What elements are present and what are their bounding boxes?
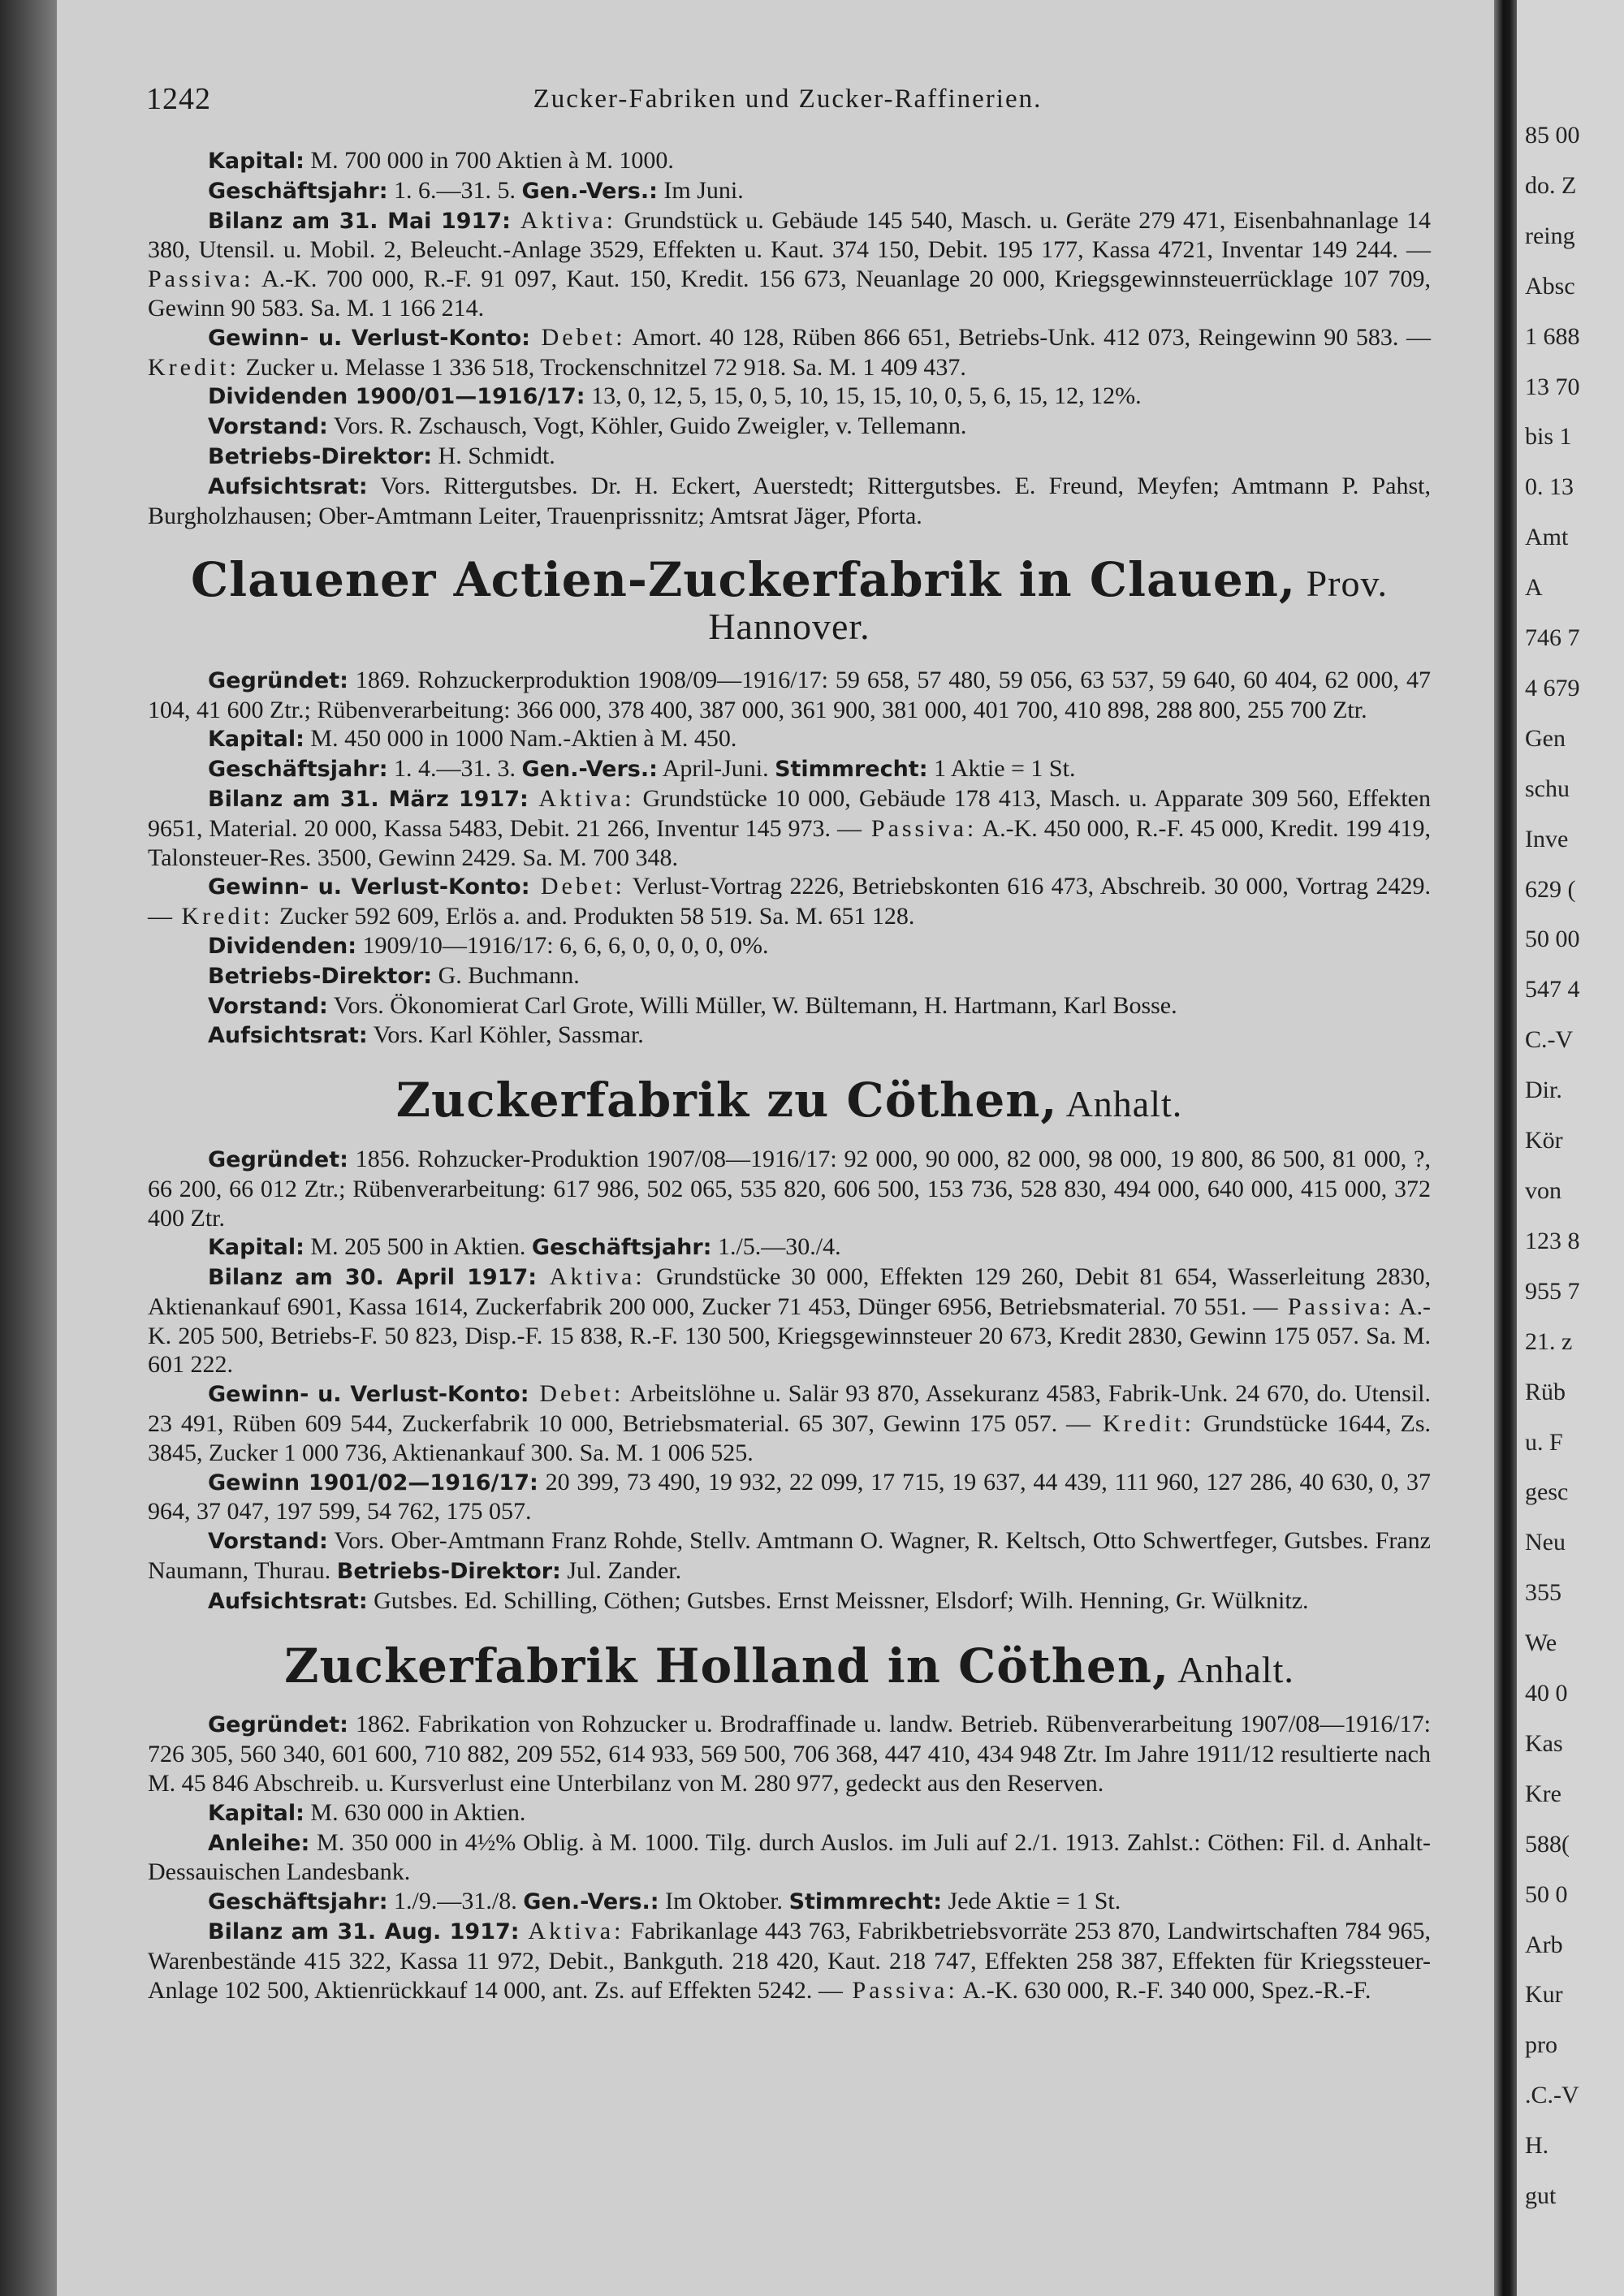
- adjacent-page-fragment: Gen: [1525, 724, 1566, 752]
- field-text: Zucker u. Melasse 1 336 518, Trockenschnitzel 72 918. Sa. M. 1 409 437.: [239, 353, 966, 381]
- spaced-label: Aktiva:: [528, 784, 635, 812]
- adjacent-page-fragment: Neu: [1525, 1529, 1566, 1556]
- field-label: Bilanz am 31. Aug. 1917:: [208, 1919, 520, 1945]
- field-label: Kapital:: [208, 1235, 304, 1261]
- adjacent-page-fragment: 13 70: [1525, 373, 1580, 400]
- company-name: Zuckerfabrik zu Cöthen,: [395, 1072, 1058, 1129]
- company-heading: [148, 552, 1431, 648]
- field-label: Aufsichtsrat:: [208, 1023, 368, 1049]
- adjacent-page-fragment: 0. 13: [1525, 473, 1574, 501]
- spaced-label: Debet:: [529, 1380, 624, 1408]
- page-number: 1242: [146, 82, 211, 116]
- entry-paragraph: [148, 1379, 1431, 1467]
- field-text: Verlust-Vortrag 2226, Betriebskonten 616 473, Abschreib. 30 000, Vortrag 2429. —: [148, 873, 1432, 930]
- entry-paragraph: [148, 442, 1431, 472]
- field-label: Kapital:: [208, 1800, 304, 1826]
- field-label: Gen.-Vers.:: [521, 757, 658, 783]
- entry-paragraph: [148, 1710, 1431, 1798]
- entry-paragraph: [148, 1145, 1431, 1232]
- entry-paragraph: [148, 412, 1431, 442]
- adjacent-page-fragment: 50 0: [1525, 1880, 1568, 1908]
- field-text: 1856. Rohzucker-Produktion 1907/08—1916/17: 92 000, 90 000, 82 000, 98 000, 19 800, 86 500, 81 000, ?, 66 200, 66 012 Ztr.; Rübenverarbeitung: 617 986, 502 065, 535 820, 606 500, 153 736, 528 830, 494 000, 640 000, 415 000, 372 400 Ztr.: [148, 1145, 1431, 1232]
- adjacent-page-fragment: 629 (: [1525, 875, 1576, 903]
- field-text: Grundstücke 30 000, Effekten 129 260, Debit 81 654, Wasserleitung 2830, Aktienankauf 6901, Kassa 1614, Zuckerfabrik 200 000, Zucker 71 453, Dünger 6956, Betriebsmaterial. 70 551. —: [148, 1263, 1431, 1320]
- entry-paragraph: [148, 1468, 1431, 1527]
- field-text: H. Schmidt.: [432, 442, 555, 469]
- entry-paragraph: [148, 872, 1431, 931]
- adjacent-page-fragment: pro: [1525, 2031, 1557, 2059]
- field-text: Arbeitslöhne u. Salär 93 870, Assekuranz 4583, Fabrik-Unk. 24 670, do. Utensil. 23 491, Rüben 609 544, Zuckerfabrik 10 000, Betriebsmaterial. 65 307, Gewinn 175 057. —: [148, 1380, 1432, 1438]
- spaced-label: Passiva:: [861, 814, 978, 842]
- field-label: Gen.-Vers.:: [523, 1889, 659, 1915]
- field-label: Dividenden 1900/01—1916/17:: [208, 384, 585, 410]
- adjacent-page-fragment: Absc: [1525, 272, 1575, 300]
- adjacent-page-fragment: 746 7: [1525, 624, 1580, 652]
- entry-paragraph: [148, 1798, 1431, 1828]
- field-label: Bilanz am 31. März 1917:: [208, 786, 529, 812]
- adjacent-page-fragment: A: [1525, 574, 1543, 602]
- company-entry-holland: [148, 1638, 1431, 2005]
- company-entry-clauen: [148, 552, 1432, 1051]
- entry-paragraph: [148, 991, 1431, 1021]
- field-text: April-Juni.: [657, 755, 775, 783]
- adjacent-page-fragment: Rüb: [1525, 1378, 1566, 1405]
- adjacent-page-fragment: gesc: [1525, 1478, 1569, 1506]
- entry-paragraph: [148, 1262, 1431, 1379]
- adjacent-page-fragment: 1 688: [1525, 322, 1580, 350]
- spaced-label: Passiva:: [148, 265, 254, 293]
- adjacent-page-fragment: 955 7: [1525, 1277, 1580, 1305]
- company-name: Zuckerfabrik Holland in Cöthen,: [284, 1638, 1170, 1694]
- field-text: Fabrikanlage 443 763, Fabrikbetriebsvorräte 253 870, Landwirtschaften 784 965, Warenbestände 415 322, Kassa 11 972, Debit., Bankguth. 218 420, Kaut. 218 747, Effekten 258 387, Effekten für Kriegssteuer-Anlage 102 500, Aktienrückkauf 14 000, ant. Zs. auf Effekten 5242. —: [148, 1918, 1431, 2004]
- field-text: 1./9.—31./8.: [387, 1888, 524, 1915]
- adjacent-page-fragment: Arb: [1525, 1931, 1563, 1958]
- field-label: Bilanz am 30. April 1917:: [208, 1265, 538, 1291]
- company-heading: [148, 1638, 1431, 1694]
- field-text: 1862. Fabrikation von Rohzucker u. Brodraffinade u. landw. Betrieb. Rübenverarbeitung 1907/08—1916/17: 726 305, 560 340, 601 600, 710 882, 209 552, 614 933, 569 500, 706 368, 447 410, 434 948 Ztr. Im Jahre 1911/12 resultierte nach M. 45 846 Abschreib. u. Kursverlust eine Unterbilanz von M. 280 977, gedeckt aus den Reserven.: [148, 1711, 1431, 1798]
- field-text: A.-K. 205 500, Betriebs-F. 50 823, Disp.-F. 15 838, R.-F. 130 500, Kriegsgewinnsteuer 20 673, Kredit 2830, Gewinn 175 057. Sa. M. 601 222.: [148, 1293, 1431, 1379]
- field-label: Gegründet:: [208, 1712, 348, 1738]
- spaced-label: Debet:: [529, 873, 625, 900]
- entry-paragraph: [148, 1526, 1431, 1586]
- field-text: M. 205 500 in Aktien.: [304, 1233, 532, 1261]
- field-text: M. 630 000 in Aktien.: [304, 1798, 526, 1826]
- entry-paragraph: [148, 382, 1431, 412]
- field-text: Grundstück u. Gebäude 145 540, Masch. u. Geräte 279 471, Eisenbahnanlage 14 380, Utensil. u. Mobil. 2, Beleucht.-Anlage 3529, Effekten u. Kaut. 374 150, Debit. 195 177, Kassa 4721, Inventar 149 244. —: [148, 206, 1431, 264]
- field-text: A.-K. 450 000, R.-F. 45 000, Kredit. 199 419, Talonsteuer-Res. 3500, Gewinn 2429. Sa. M. 700 348.: [148, 814, 1431, 871]
- adjacent-page-fragment: 123 8: [1525, 1227, 1580, 1254]
- field-text: M. 450 000 in 1000 Nam.-Aktien à M. 450.: [304, 725, 737, 753]
- field-text: G. Buchmann.: [432, 961, 580, 989]
- adjacent-page-fragment: Kas: [1525, 1729, 1563, 1757]
- adjacent-page-fragment: 85 00: [1525, 122, 1580, 149]
- adjacent-page-fragment: 547 4: [1525, 976, 1580, 1003]
- field-text: Amort. 40 128, Rüben 866 651, Betriebs-Unk. 412 073, Reingewinn 90 583. —: [625, 323, 1431, 351]
- adjacent-page-fragment: C.-V: [1525, 1026, 1574, 1054]
- field-text: 1. 6.—31. 5.: [387, 176, 522, 204]
- entry-paragraph: [148, 1917, 1431, 2005]
- field-label: Vorstand:: [208, 993, 328, 1019]
- field-label: Aufsichtsrat:: [208, 473, 368, 499]
- field-text: A.-K. 700 000, R.-F. 91 097, Kaut. 150, Kredit. 156 673, Neuanlage 20 000, Kriegsgewinnsteuerrücklage 107 709, Gewinn 90 583. Sa. M. 1 166 214.: [148, 265, 1431, 322]
- company-location: Anhalt.: [1169, 1648, 1294, 1690]
- field-text: 1869. Rohzuckerproduktion 1908/09—1916/17: 59 658, 57 480, 59 056, 63 537, 59 640, 60 404, 62 000, 47 104, 41 600 Ztr.; Rübenverarbeitung: 366 000, 378 400, 387 000, 361 900, 381 000, 401 700, 410 898, 288 800, 255 700 Ztr.: [148, 666, 1431, 723]
- entry-paragraph: [148, 931, 1431, 961]
- field-text: 1 Aktie = 1 St.: [927, 755, 1076, 783]
- spaced-label: Aktiva:: [510, 206, 616, 234]
- field-label: Stimmrecht:: [775, 757, 928, 783]
- adjacent-page-fragment: H.: [1525, 2132, 1549, 2160]
- spaced-label: Kredit:: [148, 353, 240, 381]
- field-text: M. 350 000 in 4½% Oblig. à M. 1000. Tilg. durch Auslos. im Juli auf 2./1. 1913. Zahlst.: Cöthen: Fil. d. Anhalt-Dessauischen Landesbank.: [148, 1828, 1431, 1886]
- adjacent-page-fragment: Kur: [1525, 1981, 1563, 2009]
- field-text: Im Juni.: [657, 176, 744, 204]
- field-label: Geschäftsjahr:: [208, 1889, 388, 1915]
- adjacent-page-fragment: Kre: [1525, 1780, 1561, 1807]
- company-name: Clauener Actien-Zuckerfabrik in Clauen,: [191, 552, 1297, 608]
- field-text: Zucker 592 609, Erlös a. and. Produkten 58 519. Sa. M. 651 128.: [273, 903, 915, 930]
- book-gutter: [1494, 0, 1517, 2296]
- field-label: Vorstand:: [208, 414, 328, 440]
- field-text: Im Oktober.: [659, 1888, 789, 1915]
- field-text: A.-K. 630 000, R.-F. 340 000, Spez.-R.-F.: [957, 1976, 1371, 2004]
- adjacent-page-fragment: gut: [1525, 2182, 1557, 2210]
- spaced-label: Aktiva:: [537, 1263, 646, 1291]
- field-label: Betriebs-Direktor:: [208, 963, 433, 989]
- entry-paragraph: [148, 176, 1431, 206]
- field-label: Gewinn- u. Verlust-Konto:: [208, 874, 530, 900]
- company-entry-coethen: [148, 1072, 1432, 1616]
- field-label: Gewinn- u. Verlust-Konto:: [208, 1382, 529, 1408]
- adjacent-page-fragment: Kör: [1525, 1127, 1563, 1154]
- field-text: Vors. Rittergutsbes. Dr. H. Eckert, Auerstedt; Rittergutsbes. E. Freund, Meyfen; Amtmann P. Pahst, Burgholzhausen; Ober-Amtmann Leiter, Trauenprissnitz; Amtsrat Jäger, Pforta.: [148, 472, 1431, 529]
- entry-paragraph: [148, 323, 1431, 382]
- field-label: Gewinn- u. Verlust-Konto:: [208, 325, 530, 351]
- company-entry-previous: [148, 146, 1431, 530]
- entry-paragraph: [148, 1828, 1431, 1888]
- adjacent-page-fragment: schu: [1525, 775, 1570, 802]
- field-label: Gegründet:: [208, 1146, 348, 1172]
- spaced-label: Kredit:: [172, 903, 274, 930]
- field-text: Jul. Zander.: [560, 1557, 682, 1585]
- entry-paragraph: [148, 1232, 1431, 1262]
- entry-paragraph: [148, 206, 1431, 323]
- adjacent-page-fragment: u. F: [1525, 1428, 1563, 1456]
- adjacent-page-fragment: 21. z: [1525, 1327, 1573, 1355]
- adjacent-page-fragment: do. Z: [1525, 171, 1577, 199]
- field-label: Gegründet:: [208, 667, 348, 693]
- field-label: Stimmrecht:: [788, 1889, 942, 1915]
- field-label: Gewinn 1901/02—1916/17:: [208, 1470, 538, 1495]
- adjacent-page-fragment: 4 679: [1525, 674, 1580, 701]
- field-label: Geschäftsjahr:: [531, 1235, 712, 1261]
- field-label: Dividenden:: [208, 933, 357, 959]
- entry-paragraph: [148, 961, 1431, 991]
- spaced-label: Passiva:: [842, 1976, 958, 2004]
- field-text: Jede Aktie = 1 St.: [942, 1888, 1121, 1915]
- field-text: 20 399, 73 490, 19 932, 22 099, 17 715, 19 637, 44 439, 111 960, 127 286, 40 630, 0, 37 964, 37 047, 197 599, 54 762, 175 057.: [148, 1468, 1431, 1526]
- adjacent-page-fragment: We: [1525, 1629, 1557, 1657]
- entry-paragraph: [148, 1586, 1431, 1616]
- field-label: Betriebs-Direktor:: [208, 443, 433, 469]
- field-text: 13, 0, 12, 5, 15, 0, 5, 10, 15, 15, 10, 0, 5, 6, 15, 12, 12%.: [585, 382, 1142, 410]
- field-label: Bilanz am 31. Mai 1917:: [208, 208, 511, 234]
- field-text: M. 700 000 in 700 Aktien à M. 1000.: [304, 147, 674, 174]
- field-label: Betriebs-Direktor:: [336, 1559, 561, 1585]
- field-text: Grundstücke 1644, Zs. 3845, Zucker 1 000 736, Aktienankauf 300. Sa. M. 1 006 525.: [148, 1410, 1431, 1466]
- adjacent-page-fragment: bis 1: [1525, 423, 1572, 451]
- field-text: Grundstücke 10 000, Gebäude 178 413, Masch. u. Apparate 309 560, Effekten 9651, Material. 20 000, Kassa 5483, Debit. 21 266, Inventur 145 973. —: [148, 784, 1432, 842]
- field-label: Geschäftsjahr:: [208, 757, 388, 783]
- field-label: Anleihe:: [208, 1830, 310, 1856]
- field-text: 1909/10—1916/17: 6, 6, 6, 0, 0, 0, 0, 0%.: [356, 931, 769, 959]
- field-text: Vors. Ökonomierat Carl Grote, Willi Müller, W. Bültemann, H. Hartmann, Karl Bosse.: [327, 991, 1177, 1019]
- entry-paragraph: [148, 1887, 1431, 1917]
- adjacent-page-fragment: .C.-V: [1525, 2082, 1579, 2109]
- spaced-label: Debet:: [529, 323, 626, 351]
- running-title: Zucker-Fabriken und Zucker-Raffinerien.: [533, 84, 1043, 114]
- spaced-label: Aktiva:: [519, 1918, 624, 1945]
- scan-left-edge: [0, 0, 57, 2296]
- field-label: Gen.-Vers.:: [521, 178, 658, 204]
- entry-paragraph: [148, 754, 1431, 784]
- field-text: 1. 4.—31. 3.: [387, 755, 522, 783]
- entry-paragraph: [148, 666, 1431, 725]
- field-text: Vors. Ober-Amtmann Franz Rohde, Stellv. Amtmann O. Wagner, R. Keltsch, Otto Schwertfeger, Gutsbes. Franz Naumann, Thurau.: [148, 1527, 1431, 1585]
- adjacent-page-fragment: Amt: [1525, 524, 1569, 551]
- company-location: Prov. Hannover.: [708, 563, 1388, 648]
- entry-paragraph: [148, 1021, 1431, 1051]
- adjacent-page-fragment: Inve: [1525, 825, 1569, 852]
- spaced-label: Kredit:: [1091, 1410, 1194, 1438]
- adjacent-page-fragment: 40 0: [1525, 1680, 1568, 1707]
- adjacent-page-fragment: 355: [1525, 1579, 1561, 1607]
- entry-paragraph: [148, 146, 1431, 176]
- adjacent-page-fragment: Dir.: [1525, 1077, 1562, 1104]
- company-heading: [148, 1072, 1431, 1129]
- field-label: Geschäftsjahr:: [208, 178, 388, 204]
- field-label: Kapital:: [208, 727, 304, 753]
- field-label: Aufsichtsrat:: [208, 1588, 368, 1614]
- adjacent-page-fragment: 588(: [1525, 1830, 1570, 1858]
- entry-paragraph: [148, 724, 1431, 754]
- entry-paragraph: [148, 784, 1431, 872]
- field-label: Vorstand:: [208, 1529, 328, 1555]
- field-text: Vors. R. Zschausch, Vogt, Köhler, Guido Zweigler, v. Tellemann.: [327, 412, 967, 440]
- adjacent-page-strip: [1517, 0, 1624, 2296]
- adjacent-page-fragment: 50 00: [1525, 926, 1580, 953]
- adjacent-page-fragment: von: [1525, 1177, 1561, 1204]
- entry-paragraph: [148, 472, 1431, 531]
- field-label: Kapital:: [208, 149, 304, 174]
- field-text: Gutsbes. Ed. Schilling, Cöthen; Gutsbes. Ernst Meissner, Elsdorf; Wilh. Henning, Gr. Wülknitz.: [367, 1586, 1309, 1614]
- field-text: Vors. Karl Köhler, Sassmar.: [367, 1021, 644, 1049]
- spaced-label: Passiva:: [1277, 1293, 1394, 1320]
- field-text: 1./5.—30./4.: [711, 1233, 841, 1261]
- page-content: [148, 146, 1431, 2005]
- company-location: Anhalt.: [1057, 1083, 1183, 1125]
- running-head: [146, 81, 1429, 122]
- adjacent-page-fragment: reing: [1525, 222, 1575, 249]
